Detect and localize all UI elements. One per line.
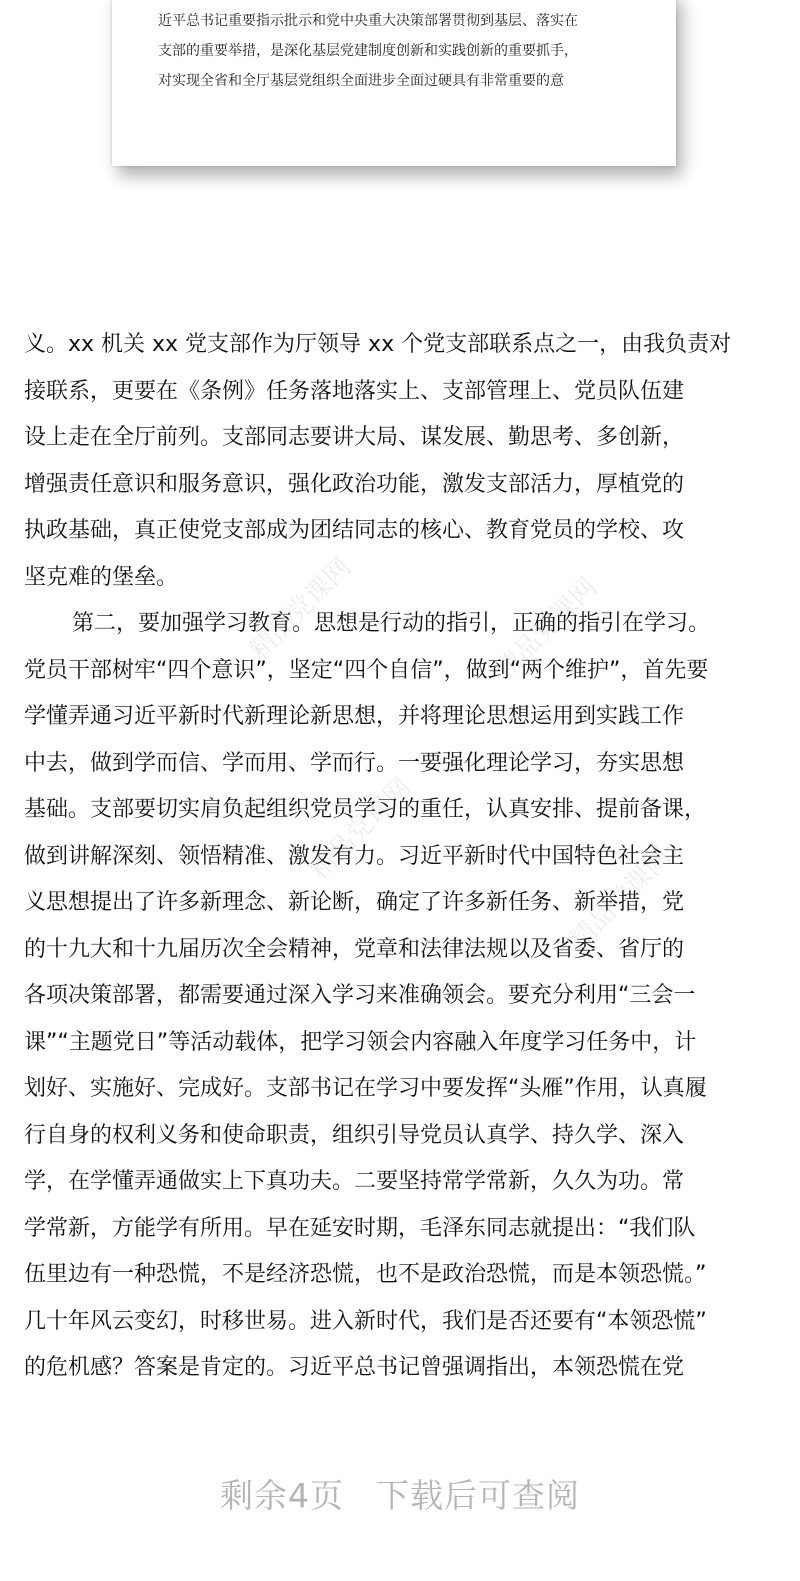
text-line: 义。xx 机关 xx 党支部作为厅领导 xx 个党支部联系点之一，由我负责对 [24, 332, 732, 357]
text-line: 坚克难的堡垒。 [24, 564, 179, 590]
text-line: 伍里边有一种恐慌，不是经济恐慌，也不是政治恐慌，而是本领恐慌。” [24, 1262, 707, 1287]
text-line: 行自身的权利义务和使命职责，组织引导党员认真学、持久学、深入 [24, 1122, 685, 1148]
watermark: 精品党课网 [564, 842, 678, 956]
watermark: 精品党课网 [304, 772, 418, 886]
text-line: 学，在学懂弄通做实上下真功夫。二要坚持常学常新，久久为功。常 [24, 1169, 685, 1194]
paragraph-start-line: 第二，要加强学习教育。思想是行动的指引，正确的指引在学习。 [72, 611, 711, 636]
text-line: 接联系，更要在《条例》任务落地落实上、支部管理上、党员队伍建 [24, 378, 685, 404]
text-line: 基础。支部要切实肩负起组织党员学习的重任，认真安排、提前备课， [24, 797, 707, 822]
text-line: 划好、实施好、完成好。支部书记在学习中要发挥“头雁”作用，认真履 [24, 1076, 707, 1101]
card-line: 对实现全省和全厅基层党组织全面进步全面过硬具有非常重要的意 [158, 73, 564, 89]
text-line: 课”“主题党日”等活动载体，把学习领会内容融入年度学习任务中，计 [24, 1029, 697, 1055]
text-line: 中去，做到学而信、学而用、学而行。一要强化理论学习，夯实思想 [24, 750, 685, 776]
text-line: 执政基础，真正使党支部成为团结同志的核心、教育党员的学校、攻 [24, 518, 685, 543]
text-line: 义思想提出了许多新理念、新论断，确定了许多新任务、新举措，党 [24, 890, 685, 915]
card-line: 近平总书记重要指示批示和党中央重大决策部署贯彻到基层、落实在 [158, 13, 578, 29]
download-to-view-label: 下载后可查阅 [376, 1476, 580, 1515]
card-text [158, 6, 648, 96]
watermark: 精品党课网 [244, 552, 358, 666]
text-line: 党员干部树牢“四个意识”，坚定“四个自信”，做到“两个维护”，首先要 [24, 657, 709, 683]
text-line: 做到讲解深刻、领悟精准、激发有力。习近平新时代中国特色社会主 [24, 843, 685, 869]
download-prompt[interactable] [0, 1470, 800, 1517]
text-line: 几十年风云变幻，时移世易。进入新时代，我们是否还要有“本领恐慌” [24, 1308, 707, 1334]
text-line: 的危机感？答案是肯定的。习近平总书记曾强调指出，本领恐慌在党 [24, 1355, 685, 1380]
text-line: 各项决策部署，都需要通过深入学习来准确领会。要充分利用“三会一 [24, 983, 696, 1008]
text-line: 的十九大和十九届历次全会精神，党章和法律法规以及省委、省厅的 [24, 936, 685, 962]
text-line: 增强责任意识和服务意识，强化政治功能，激发支部活力，厚植党的 [24, 471, 685, 497]
text-line: 学懂弄通习近平新时代新理论新思想，并将理论思想运用到实践工作 [24, 704, 685, 729]
document-body [24, 322, 776, 1392]
preview-card [112, 0, 676, 166]
card-line: 支部的重要举措，是深化基层党建制度创新和实践创新的重要抓手， [158, 43, 578, 59]
text-line: 学常新，方能学有所用。早在延安时期，毛泽东同志就提出：“我们队 [24, 1215, 696, 1241]
text-line: 设上走在全厅前列。支部同志要讲大局、谋发展、勤思考、多创新， [24, 425, 685, 450]
remaining-pages-label: 剩余4页 [220, 1476, 344, 1515]
watermark: 精品党课网 [490, 572, 604, 686]
